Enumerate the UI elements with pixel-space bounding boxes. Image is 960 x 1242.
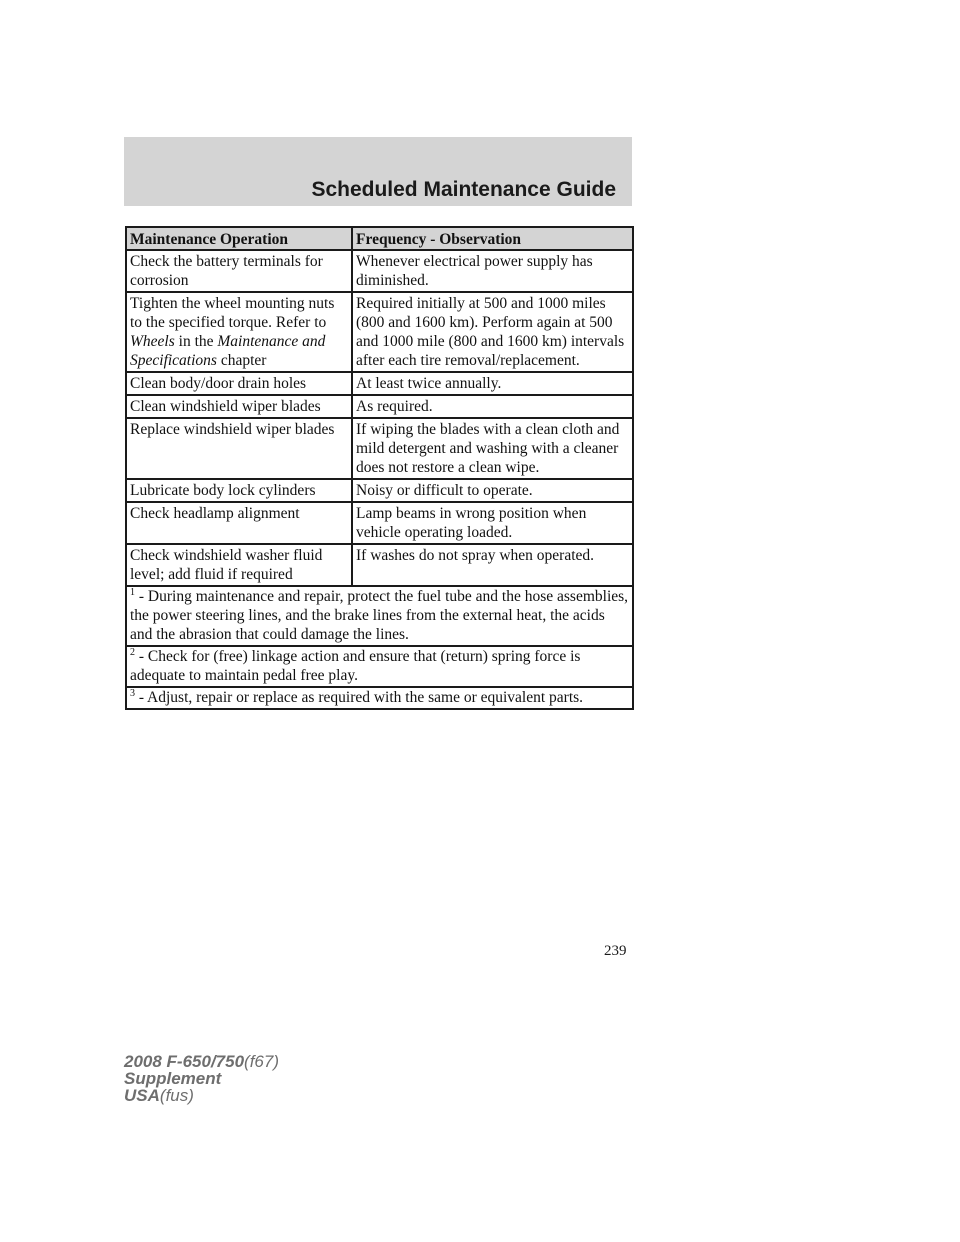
table-row	[126, 292, 633, 372]
operation-text: chapter	[216, 352, 267, 369]
table-row	[126, 372, 633, 395]
page-title: Scheduled Maintenance Guide	[311, 178, 616, 201]
document-footer	[124, 1053, 279, 1104]
footer-supplement: Supplement	[124, 1069, 222, 1088]
maintenance-table	[125, 226, 634, 710]
footer-line-market	[124, 1087, 279, 1104]
footnote-3	[126, 687, 633, 709]
table-row	[126, 479, 633, 502]
operation-text: Tighten the wheel mounting nuts to the specified torque. Refer to	[130, 295, 335, 331]
table-row	[126, 250, 633, 292]
table-row	[126, 418, 633, 479]
footnote-text: - Check for (free) linkage action and ensure that (return) spring force is adequate to maintain pedal free play.	[130, 648, 581, 684]
footnote-mark: 2	[130, 646, 135, 658]
footnote-mark: 1	[130, 586, 135, 598]
footer-line-model	[124, 1053, 279, 1070]
header-band	[124, 137, 632, 206]
table-row	[126, 544, 633, 586]
frequency-cell: Required initially at 500 and 1000 miles (800 and 1600 km). Perform again at 500 and 1000 mile (800 and 1600 km) intervals after each tire removal/replacement.	[352, 292, 633, 372]
frequency-cell: If wiping the blades with a clean cloth and mild detergent and washing with a cleaner does not restore a clean wipe.	[352, 418, 633, 479]
column-header-operation: Maintenance Operation	[126, 227, 352, 250]
operation-cell: Replace windshield wiper blades	[126, 418, 352, 479]
page-number: 239	[604, 943, 627, 959]
footnote-row	[126, 586, 633, 646]
operation-cell	[126, 292, 352, 372]
footnote-text: - During maintenance and repair, protect the fuel tube and the hose assemblies, the power steering lines, and the brake lines from the external heat, the acids and the abrasion that could damage the lines.	[130, 588, 629, 643]
footer-model: 2008 F-650/750	[124, 1052, 245, 1071]
chapter-reference: Maintenance and Specifications	[130, 333, 326, 369]
frequency-cell: If washes do not spray when operated.	[352, 544, 633, 586]
table-header-row	[126, 227, 633, 250]
table-row	[126, 395, 633, 418]
footnote-mark: 3	[130, 687, 135, 699]
column-header-frequency: Frequency - Observation	[352, 227, 633, 250]
frequency-cell: Lamp beams in wrong position when vehicle operating loaded.	[352, 502, 633, 544]
chapter-reference: Wheels	[130, 333, 175, 350]
frequency-cell: Noisy or difficult to operate.	[352, 479, 633, 502]
frequency-cell: As required.	[352, 395, 633, 418]
footer-market-code: (fus)	[159, 1086, 194, 1105]
footnote-2	[126, 646, 633, 687]
operation-text: in the	[174, 333, 218, 350]
footer-model-code: (f67)	[244, 1052, 280, 1071]
operation-cell: Clean body/door drain holes	[126, 372, 352, 395]
table-row	[126, 502, 633, 544]
operation-cell: Lubricate body lock cylinders	[126, 479, 352, 502]
operation-cell: Clean windshield wiper blades	[126, 395, 352, 418]
footer-line-supplement	[124, 1070, 279, 1087]
footer-market: USA	[124, 1086, 160, 1105]
operation-cell: Check the battery terminals for corrosion	[126, 250, 352, 292]
footnote-text: - Adjust, repair or replace as required with the same or equivalent parts.	[135, 689, 584, 706]
operation-cell: Check headlamp alignment	[126, 502, 352, 544]
frequency-cell: At least twice annually.	[352, 372, 633, 395]
footnote-row	[126, 687, 633, 709]
footnote-row	[126, 646, 633, 687]
frequency-cell: Whenever electrical power supply has diminished.	[352, 250, 633, 292]
operation-cell: Check windshield washer fluid level; add fluid if required	[126, 544, 352, 586]
footnote-1	[126, 586, 633, 646]
